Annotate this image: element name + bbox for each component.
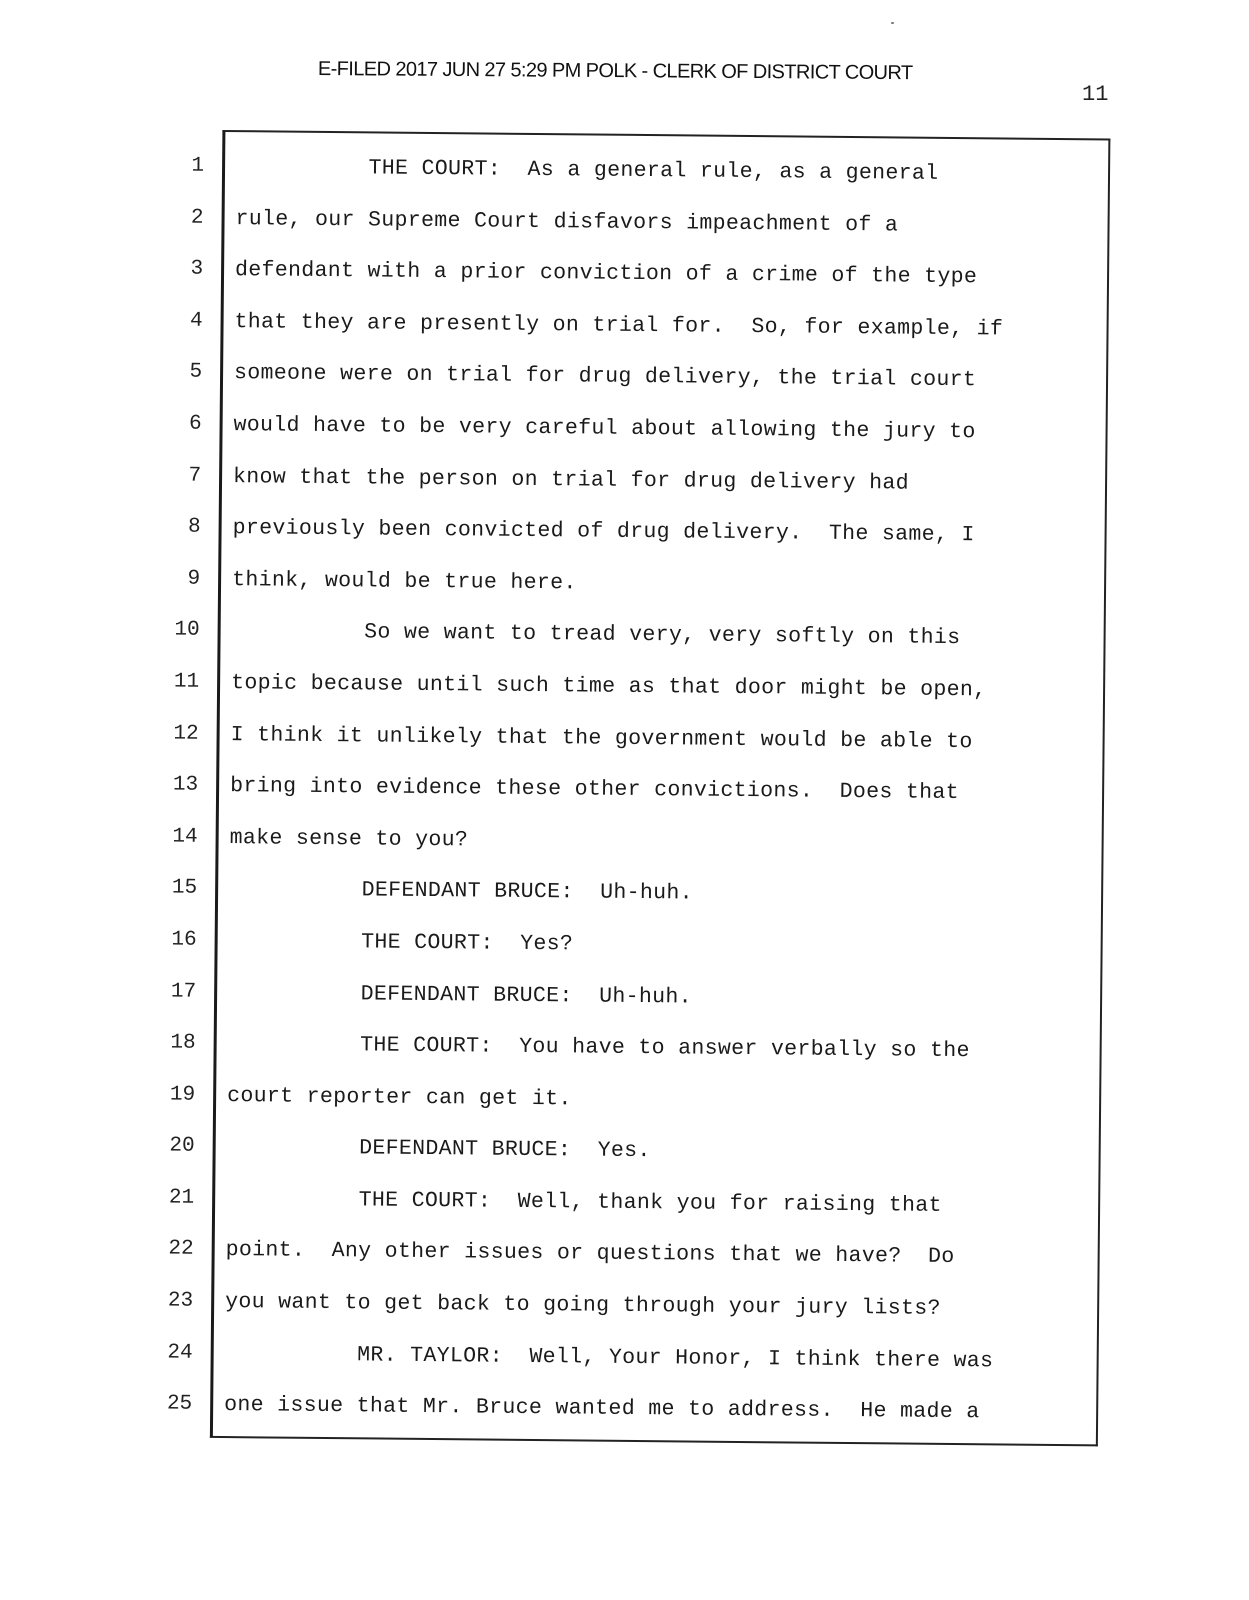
transcript-line: would have to be very careful about allowing the jury to <box>233 413 976 445</box>
line-number: 23 <box>167 1289 194 1313</box>
line-number: 14 <box>172 825 198 849</box>
scan-speck <box>891 22 894 24</box>
line-number: 12 <box>173 722 199 746</box>
transcript-line: DEFENDANT BRUCE: Uh-huh. <box>228 980 693 1010</box>
line-number: 16 <box>171 928 197 952</box>
transcript-line: MR. TAYLOR: Well, Your Honor, I think there was <box>224 1341 994 1374</box>
transcript-line: I think it unlikely that the government would be able to <box>230 722 973 754</box>
transcript-page <box>144 127 1137 1476</box>
transcript-line: think, would be true here. <box>231 567 577 596</box>
transcript-line: one issue that Mr. Bruce wanted me to address. He made a <box>224 1393 980 1425</box>
line-number: 19 <box>169 1083 196 1107</box>
line-number: 22 <box>168 1237 194 1262</box>
transcript-line: rule, our Supreme Court disfavors impeachment of a <box>235 206 899 238</box>
transcript-line: court reporter can get it. <box>227 1083 572 1112</box>
transcript-line: THE COURT: As a general rule, as a general <box>235 155 939 186</box>
efiled-stamp: E-FILED 2017 JUN 27 5:29 PM POLK - CLERK OF DISTRICT COURT <box>317 58 913 85</box>
transcript-line: previously been convicted of drug delivery. The same, I <box>232 516 975 548</box>
line-number: 18 <box>170 1031 196 1055</box>
line-number: 8 <box>187 515 201 539</box>
page-number: 11 <box>1082 82 1109 107</box>
line-number: 24 <box>167 1341 193 1365</box>
transcript-line: So we want to tread very, very softly on this <box>231 619 961 651</box>
line-number: 10 <box>174 618 200 643</box>
line-number: 2 <box>190 206 204 230</box>
transcript-line: THE COURT: Well, thank you for raising that <box>226 1186 942 1218</box>
line-number: 1 <box>191 154 205 178</box>
transcript-line: bring into evidence these other convictions. Does that <box>230 774 960 806</box>
transcript-line: DEFENDANT BRUCE: Yes. <box>226 1135 651 1164</box>
line-number: 20 <box>169 1134 195 1159</box>
transcript-line: you want to get back to going through your jury lists? <box>225 1290 941 1321</box>
transcript-text <box>224 150 1096 1448</box>
line-number: 5 <box>189 361 203 385</box>
line-number: 6 <box>188 412 202 436</box>
line-number: 7 <box>188 464 202 488</box>
line-number: 11 <box>173 670 200 694</box>
line-number: 15 <box>171 876 198 901</box>
line-number: 21 <box>168 1186 195 1210</box>
line-number: 13 <box>172 773 199 797</box>
line-number: 3 <box>190 257 204 281</box>
line-number-column <box>144 149 204 1439</box>
transcript-line: defendant with a prior conviction of a crime of the type <box>234 258 978 290</box>
transcript-line: THE COURT: You have to answer verbally so the <box>227 1032 970 1064</box>
transcript-line: DEFENDANT BRUCE: Uh-huh. <box>229 877 694 906</box>
transcript-line: that they are presently on trial for. So, for example, if <box>234 309 1004 342</box>
transcript-line: someone were on trial for drug delivery, the trial court <box>233 361 977 393</box>
line-number: 9 <box>187 567 201 591</box>
transcript-line: know that the person on trial for drug delivery had <box>232 464 910 496</box>
transcript-line: make sense to you? <box>229 825 469 853</box>
transcript-line: topic because until such time as that door might be open, <box>231 671 987 703</box>
transcript-line: point. Any other issues or questions that we have? Do <box>225 1238 955 1270</box>
line-number: 25 <box>166 1392 193 1416</box>
line-number: 4 <box>189 309 203 333</box>
transcript-line: THE COURT: Yes? <box>228 928 574 957</box>
line-number: 17 <box>170 980 197 1004</box>
